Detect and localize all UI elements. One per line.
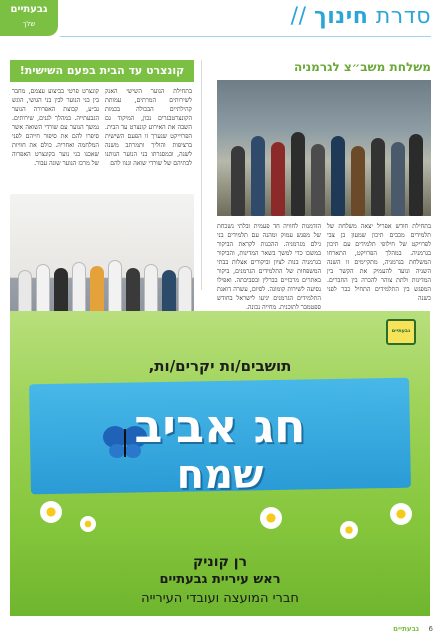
left-article-col1: בתחילת הנוער השישי האנק לשירותים המרתים, עמותת קהילתיים הבכולה בכמות הקונצרטבגרים נכון, המיקוד גם השבה את האירוע קונצרט עד הבית. הפרוייקט שנערך זו הפעם השישית ברציפות והוליך ותמרתב משנה לשנה, ובמסגרתו בני הנוער הנותנו לבתיהם של שורדי שואה וגנוו להם	[105, 88, 192, 167]
page-header	[0, 0, 441, 40]
photo-figure	[331, 136, 345, 216]
ad-holiday-subtitle: שמח	[176, 452, 264, 498]
logo-name: גבעתיים	[10, 4, 48, 15]
photo-figure	[251, 136, 265, 216]
daisy-icon	[260, 507, 282, 529]
page-footer	[0, 622, 441, 640]
ad-signer-name: רן קוניק	[193, 554, 247, 570]
daisy-icon	[340, 521, 358, 539]
ad-signer-role: ראש עיריית גבעתיים	[159, 572, 281, 587]
photo-figure	[371, 138, 385, 216]
footer-brand: גבעתיים	[393, 625, 419, 633]
section-title	[285, 4, 431, 29]
logo-sub: שלך	[22, 20, 36, 28]
left-article-body	[10, 82, 194, 192]
photo-figure	[311, 144, 325, 216]
section-strong: חינוך	[314, 4, 369, 29]
ad-signer-staff: חברי המועצה ועובדי העירייה	[141, 591, 299, 606]
group-photo-concert	[10, 194, 194, 328]
photo-figure	[409, 134, 423, 216]
group-photo-germany	[217, 80, 431, 216]
page-number: 6	[428, 625, 433, 633]
left-article-title: קונצרט עד הבית בפעם השישית!	[10, 60, 194, 82]
photo-figure	[271, 142, 285, 216]
section-label: סדרת	[375, 4, 431, 29]
photo-figure	[351, 146, 365, 216]
left-article-col2: קונצרט פרטי בביצוע עצמם, מחבר בין בני הנוער לבין בני הגושי, הוגש גב״ע, קבוצת האפרורה הנוער הגבעתייה. במהלך לגנים, שירותים. נמשך הנוער עם שורדי השואה אשר סיפרו להם את סיפור חייהם לפני המלחמה ואחריה. כולם את חוויות שאכנו בני נוער בקונצרט האפרוה של מרכז הנוער שוגה עבור.	[12, 88, 99, 167]
ad-greeting: תושבים/ות יקרים/ות,	[148, 357, 292, 375]
right-article-col2: הזדמנות לחוויה חד פעמית ובלתי נשכחת של מפגש עמוק ומהנה עם תלמידים בני גילם מגרמניה. ההכנות לקראת הביקור במשכו כדי למשך בשאר המדינות, והביקור בגרמניה בנות לציון וביקורים אצלות בבתי המשפחות של התלמידים הגרמנים, ביקור באתרים מרכזיים בברלין ובסביבתה. ואפילו נסיעה לשירות קומונה. לסיום, עשרה דואגת התלמידים הגרמנים יגיעו לישראל בחודש ספטמבר לתוכנית. מחייה נכונה.	[217, 223, 321, 311]
ad-holiday-title: חג אביב	[134, 399, 306, 453]
header-rule	[60, 36, 431, 37]
column-divider	[201, 60, 202, 290]
photo-figure	[391, 142, 405, 216]
daisy-icon	[40, 501, 62, 523]
photo-figure	[291, 132, 305, 216]
crest-text: גבעתיים	[391, 328, 411, 334]
city-crest-icon	[386, 319, 416, 345]
section-slash: //	[290, 4, 307, 29]
right-article-title: משלחת משב״צ לגרמניה	[293, 60, 431, 74]
magazine-logo	[0, 0, 58, 36]
right-article-col1: בתחילת חודש אפריל יצאה משלחת של תלמידים מכבים תיכון שמעון בן צבי לפרויקט של חילופי תלמידים עם תיכון בגרמניה. במהלך הפרויקט, התארחו המשלחת בגרמניה, מתקיימים זו השנה השניה ונועד להעמיק את הקשר בין המדינות ולתת צוהר להכרה בין החברים. המפגש בין התלמידים התחיל כבר לפני כשנה	[327, 223, 431, 302]
photo-image	[217, 80, 431, 216]
holiday-greeting-ad	[10, 311, 430, 616]
photo-figure	[231, 146, 245, 216]
daisy-icon	[80, 516, 96, 532]
right-article-body	[217, 222, 431, 312]
daisy-icon	[390, 503, 412, 525]
